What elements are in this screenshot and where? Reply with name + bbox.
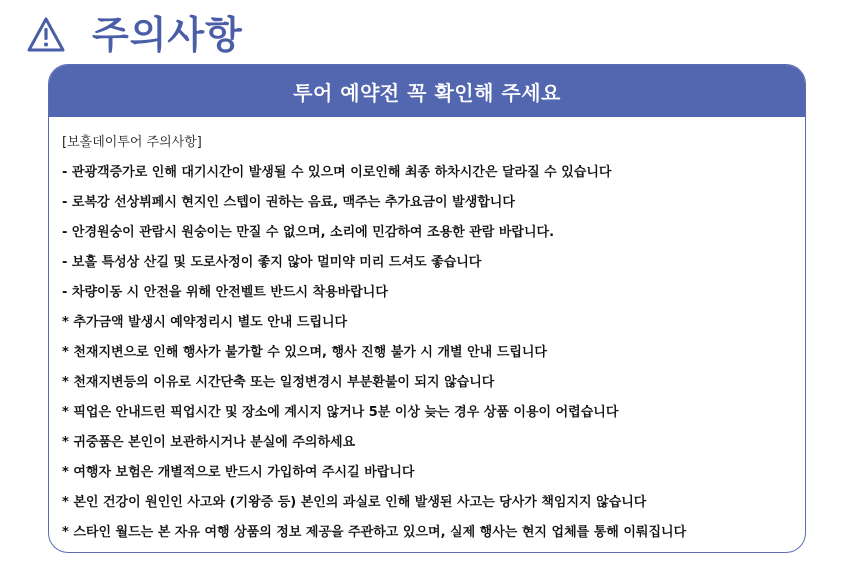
notice-list-title: [보홀데이투어 주의사항] — [62, 135, 202, 150]
notice-item: * 천재지변으로 인해 행사가 불가할 수 있으며, 행사 진행 불가 시 개별 안내 드립니다 — [62, 345, 547, 360]
notice-item: * 픽업은 안내드린 픽업시간 및 장소에 계시지 않거나 5분 이상 늦는 경우 상품 이용이 어렵습니다 — [62, 405, 619, 420]
notice-item: * 여행자 보험은 개별적으로 반드시 가입하여 주시길 바랍니다 — [62, 465, 415, 480]
notice-item: * 천재지변등의 이유로 시간단축 또는 일정변경시 부분환불이 되지 않습니다 — [62, 375, 495, 390]
notice-item: * 본인 건강이 원인인 사고와 (기왕증 등) 본인의 과실로 인해 발생된 사고는 당사가 책임지지 않습니다 — [62, 495, 647, 510]
page-title: 주의사항 — [92, 13, 243, 57]
notice-item: - 안경원숭이 관람시 원숭이는 만질 수 없으며, 소리에 민감하여 조용한 관람 바랍니다. — [62, 225, 555, 240]
notice-item: - 로복강 선상뷔페시 현지인 스텝이 권하는 음료, 맥주는 추가요금이 발생합니다 — [62, 195, 515, 210]
notice-item: * 스타인 월드는 본 자유 여행 상품의 정보 제공을 주관하고 있으며, 실제 행사는 현지 업체를 통해 이뤄집니다 — [62, 525, 687, 540]
notice-item: - 보홀 특성상 산길 및 도로사정이 좋지 않아 멀미약 미리 드셔도 좋습니다 — [62, 255, 482, 270]
warning-triangle-icon — [26, 15, 66, 55]
card-body — [49, 117, 805, 548]
notice-item: - 차량이동 시 안전을 위해 안전벨트 반드시 착용바랍니다 — [62, 285, 388, 300]
notice-list — [62, 158, 805, 548]
notice-item: * 추가금액 발생시 예약정리시 별도 안내 드립니다 — [62, 315, 348, 330]
notice-heading — [26, 10, 243, 60]
notice-item: - 관광객증가로 인해 대기시간이 발생될 수 있으며 이로인해 최종 하차시간은 달라질 수 있습니다 — [62, 165, 612, 180]
notice-card — [48, 64, 806, 553]
card-header — [49, 65, 805, 117]
card-header-title: 투어 예약전 꼭 확인해 주세요 — [293, 80, 561, 105]
notice-item: * 귀중품은 본인이 보관하시거나 분실에 주의하세요 — [62, 435, 356, 450]
